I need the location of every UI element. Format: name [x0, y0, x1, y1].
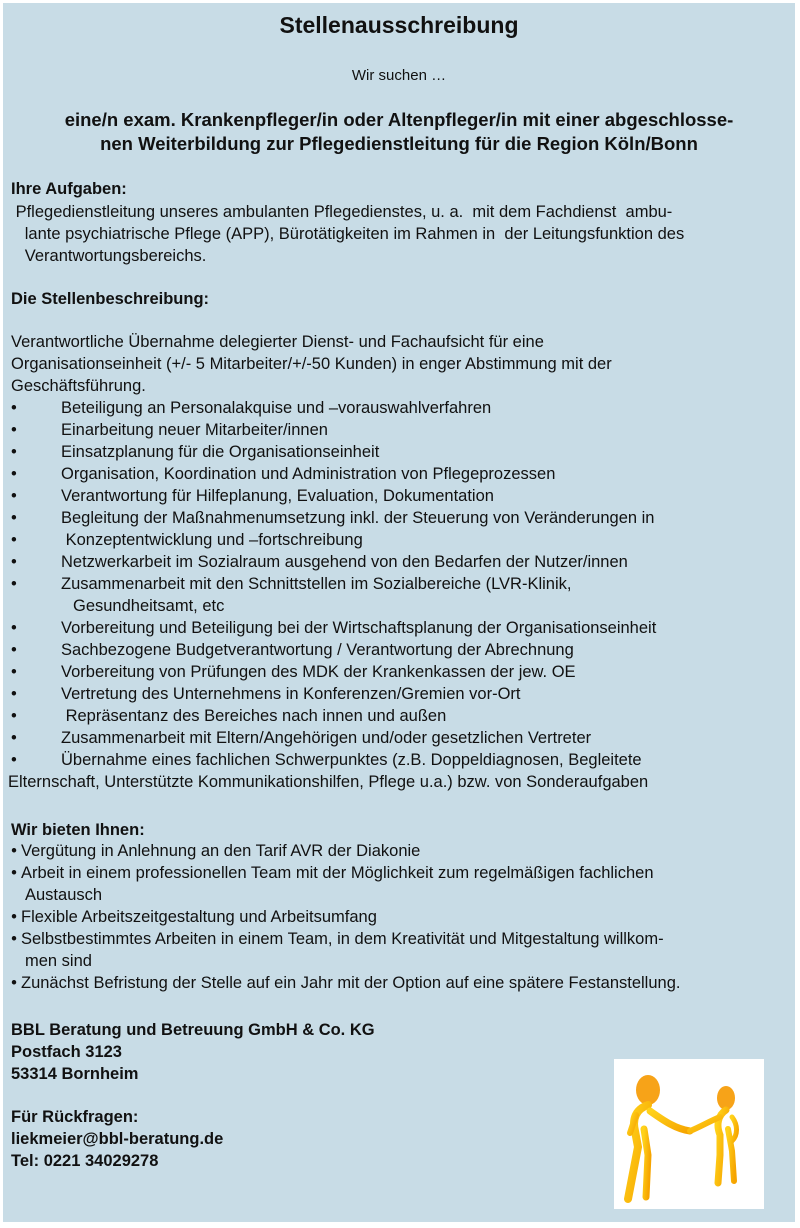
- bullet-text: Repräsentanz des Bereiches nach innen und außen: [61, 707, 447, 725]
- tasks-line: Pflegedienstleitung unseres ambulanten Pflegedienstes, u. a. mit dem Fachdienst ambu-: [11, 203, 673, 221]
- bullet-icon: •: [11, 619, 17, 637]
- offer-text: Zunächst Befristung der Stelle auf ein Jahr mit der Option auf eine spätere Festanstellung.: [21, 974, 681, 992]
- intro-text: Wir suchen …: [351, 67, 447, 84]
- description-bullet: [11, 728, 591, 750]
- figure-body: [718, 1110, 726, 1183]
- bullet-icon: •: [11, 842, 17, 860]
- bullet-text: Beteiligung an Personalakquise und –vorauswahlverfahren: [61, 399, 492, 417]
- bullet-icon: •: [11, 685, 17, 703]
- bullet-icon: •: [11, 531, 17, 549]
- bullet-text: Vorbereitung und Beteiligung bei der Wirtschaftsplanung der Organisationseinheit: [61, 619, 657, 637]
- bullet-text: Organisation, Koordination und Administration von Pflegeprozessen: [61, 465, 556, 483]
- bullet-icon: •: [11, 443, 17, 461]
- offer-text-continuation: men sind: [25, 952, 92, 970]
- figure-leg: [644, 1129, 648, 1197]
- description-bullet: [11, 530, 363, 552]
- bullet-text: Zusammenarbeit mit Eltern/Angehörigen und/oder gesetzlichen Vertreter: [61, 729, 592, 747]
- bullet-icon: •: [11, 487, 17, 505]
- description-bullet: [11, 618, 656, 640]
- bullet-icon: •: [11, 707, 17, 725]
- bullet-icon: •: [11, 864, 17, 882]
- bullet-text: Einarbeitung neuer Mitarbeiter/innen: [61, 421, 328, 439]
- bullet-text: Einsatzplanung für die Organisationseinheit: [61, 443, 380, 461]
- figure-arm: [650, 1111, 690, 1131]
- offer-item: [7, 907, 377, 929]
- tasks-line: lante psychiatrische Pflege (APP), Bürotätigkeiten im Rahmen in der Leitungsfunktion des: [11, 225, 685, 243]
- bullet-icon: •: [11, 509, 17, 527]
- bullet-text: Netzwerkarbeit im Sozialraum ausgehend von den Bedarfen der Nutzer/innen: [61, 553, 628, 571]
- description-bullet: [11, 706, 446, 728]
- contact-heading: Für Rückfragen:: [11, 1108, 139, 1126]
- offer-heading: Wir bieten Ihnen:: [11, 821, 145, 839]
- bullet-icon: •: [11, 751, 17, 769]
- bullet-icon: •: [11, 465, 17, 483]
- description-bullet: [11, 398, 491, 420]
- offer-text-continuation: Austausch: [25, 886, 103, 904]
- contact-email[interactable]: liekmeier@bbl-beratung.de: [11, 1130, 224, 1148]
- offer-text: Vergütung in Anlehnung an den Tarif AVR der Diakonie: [21, 842, 421, 860]
- description-bullet: [11, 464, 555, 486]
- description-bullet: [11, 552, 628, 574]
- figure-head: [717, 1086, 735, 1110]
- description-bullet: [11, 574, 572, 596]
- bullet-icon: •: [11, 908, 17, 926]
- description-bullet: [11, 684, 520, 706]
- bullet-text: Sachbezogene Budgetverantwortung / Verantwortung der Abrechnung: [61, 641, 574, 659]
- bullet-continuation: Gesundheitsamt, etc: [73, 597, 225, 615]
- bullet-text: Zusammenarbeit mit den Schnittstellen im Sozialbereiche (LVR-Klinik,: [61, 575, 572, 593]
- job-ad-panel: [3, 3, 795, 1222]
- description-heading: Die Stellenbeschreibung:: [11, 290, 210, 308]
- offer-item: [7, 841, 420, 863]
- description-bullet: [11, 486, 494, 508]
- bullet-icon: •: [11, 974, 17, 992]
- description-intro-line: Organisationseinheit (+/- 5 Mitarbeiter/+/-50 Kunden) in enger Abstimmung mit der: [11, 355, 612, 373]
- description-bullet: [11, 508, 654, 530]
- description-bullet: [11, 640, 574, 662]
- company-postbox: Postfach 3123: [11, 1043, 122, 1061]
- description-intro-line: Geschäftsführung.: [11, 377, 146, 395]
- bullet-icon: •: [11, 663, 17, 681]
- bullet-text: Übernahme eines fachlichen Schwerpunktes (z.B. Doppeldiagnosen, Begleitete: [61, 751, 642, 769]
- bullet-icon: •: [11, 729, 17, 747]
- offer-text: Flexible Arbeitszeitgestaltung und Arbeitsumfang: [21, 908, 377, 926]
- tasks-heading: Ihre Aufgaben:: [11, 180, 127, 198]
- job-headline-line: eine/n exam. Krankenpfleger/in oder Altenpfleger/in mit einer abgeschlosse-: [64, 109, 734, 130]
- description-intro-line: Verantwortliche Übernahme delegierter Dienst- und Fachaufsicht für eine: [11, 333, 544, 351]
- bullet-text: Vertretung des Unternehmens in Konferenzen/Gremien vor-Ort: [61, 685, 521, 703]
- handshake-image: [614, 1059, 764, 1209]
- job-headline-line: nen Weiterbildung zur Pflegedienstleitung für die Region Köln/Bonn: [100, 133, 698, 154]
- bullet-icon: •: [11, 641, 17, 659]
- company-name: BBL Beratung und Betreuung GmbH & Co. KG: [11, 1021, 375, 1039]
- description-bullet: [11, 420, 328, 442]
- offer-item: [7, 973, 680, 995]
- description-bullet: [11, 442, 379, 464]
- bullet-text: Vorbereitung von Prüfungen des MDK der Krankenkassen der jew. OE: [61, 663, 576, 681]
- bullet-icon: •: [11, 399, 17, 417]
- page-title: Stellenausschreibung: [279, 12, 519, 38]
- offer-item: [7, 929, 664, 951]
- bullet-text: Begleitung der Maßnahmenumsetzung inkl. der Steuerung von Veränderungen in: [61, 509, 655, 527]
- bullet-icon: •: [11, 575, 17, 593]
- offer-item: [7, 863, 654, 885]
- contact-phone: Tel: 0221 34029278: [11, 1152, 159, 1170]
- offer-text: Selbstbestimmtes Arbeiten in einem Team, in dem Kreativität und Mitgestaltung willkom-: [21, 930, 664, 948]
- offer-text: Arbeit in einem professionellen Team mit der Möglichkeit zum regelmäßigen fachlichen: [21, 864, 654, 882]
- bullet-text: Verantwortung für Hilfeplanung, Evaluation, Dokumentation: [61, 487, 494, 505]
- description-bullet: [11, 662, 576, 684]
- company-city: 53314 Bornheim: [11, 1065, 139, 1083]
- handshake-figures-icon: [614, 1059, 764, 1209]
- job-headline: [3, 108, 795, 156]
- figure-head: [636, 1075, 660, 1105]
- description-bullet: [11, 750, 642, 772]
- bullet-text: Konzeptentwicklung und –fortschreibung: [61, 531, 363, 549]
- bullet-icon: •: [11, 930, 17, 948]
- bullet-icon: •: [11, 553, 17, 571]
- tasks-line: Verantwortungsbereichs.: [11, 247, 207, 265]
- figure-arm: [732, 1117, 737, 1141]
- bullet-continuation: Elternschaft, Unterstützte Kommunikationshilfen, Pflege u.a.) bzw. von Sonderaufgaben: [8, 773, 649, 791]
- bullet-icon: •: [11, 421, 17, 439]
